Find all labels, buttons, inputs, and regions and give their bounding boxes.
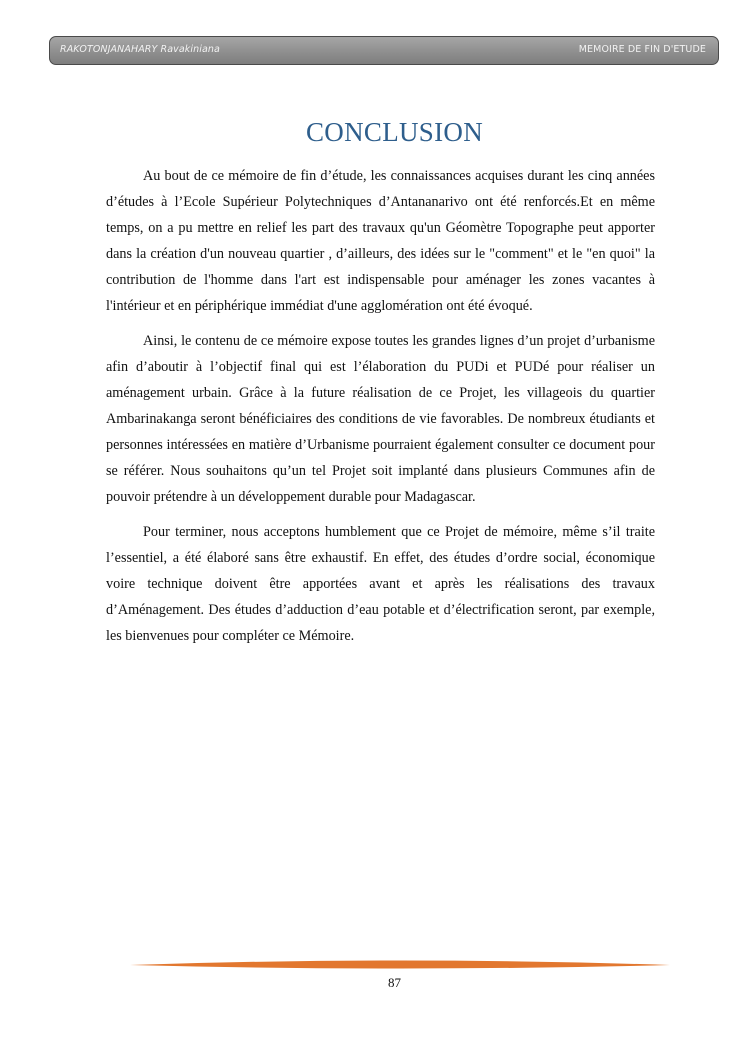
header-author: RAKOTONJANAHARY Ravakiniana (60, 44, 220, 55)
page-number: 87 (388, 975, 401, 990)
page-title: CONCLUSION (305, 117, 483, 147)
paragraph-3: Pour terminer, nous acceptons humblement que ce Projet de mémoire, même s’il traite l’essentiel, a été élaboré sans être exhaustif. En effet, des études d’ordre social, économique voire technique doivent être apportées avant et après les réalisations des travaux d’Aménagement. Des études d’adduction d’eau potable et d’électrification seront, par exemple, les bienvenues pour compléter ce Mémoire. (106, 524, 655, 644)
conclusion-body (106, 163, 655, 658)
running-header (49, 36, 719, 65)
paragraph-2: Ainsi, le contenu de ce mémoire expose toutes les grandes lignes d’un projet d’urbanisme afin d’aboutir à l’objectif final qui est l’élaboration du PUDi et PUDé pour réaliser un aménagement urbain. Grâce à la future réalisation de ce Projet, les villageois du quartier Ambarinakanga seront bénéficiaires des conditions de vie favorables. De nombreux étudiants et personnes intéressées en matière d’Urbanisme pourraient également consulter ce document pour se référer. Nous souhaitons qu’un tel Projet soit implanté dans plusieurs Communes afin de pouvoir prétendre à un développement durable pour Madagascar. (106, 333, 655, 505)
header-document-type: MEMOIRE DE FIN D'ETUDE (578, 44, 706, 55)
footer-decoration-swoosh (130, 958, 670, 972)
paragraph-1: Au bout de ce mémoire de fin d’étude, les connaissances acquises durant les cinq années d’études à l’Ecole Supérieur Polytechniques d’Antananarivo ont été renforcés.Et en même temps, on a pu mettre en relief les part des travaux qu'un Géomètre Topographe peut apporter dans la création d'un nouveau quartier , d’ailleurs, des idées sur le "comment" et le "en quoi" la contribution de l'homme dans l'art est indispensable pour aménager les zones vacantes à l'intérieur et en périphérique immédiat d'une agglomération ont été évoqué. (106, 168, 655, 314)
